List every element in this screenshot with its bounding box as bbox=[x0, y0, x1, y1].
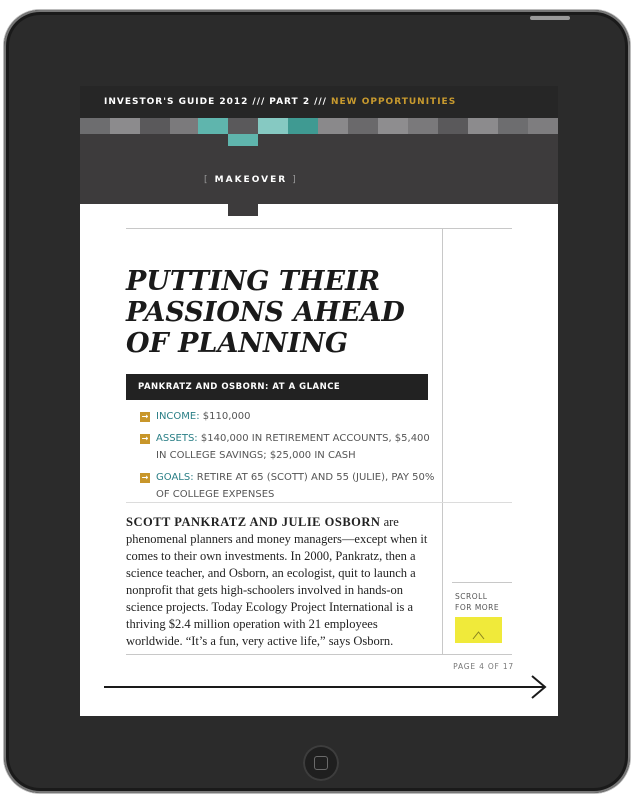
bracket-left: [ bbox=[204, 175, 210, 185]
glance-value: $140,000 IN RETIREMENT ACCOUNTS, $5,400 IN COLLEGE SAVINGS; $25,000 IN CASH bbox=[156, 433, 430, 461]
category-label: MAKEOVER bbox=[214, 175, 288, 185]
pixel-stripe bbox=[80, 118, 558, 134]
home-square-icon bbox=[314, 756, 328, 770]
glance-item-assets bbox=[140, 430, 440, 464]
glance-value: $110,000 bbox=[202, 411, 251, 422]
separator: /// bbox=[252, 97, 266, 107]
headline-line: PUTTING THEIR bbox=[126, 266, 381, 297]
chevron-up-icon bbox=[455, 617, 502, 643]
home-button[interactable] bbox=[303, 745, 339, 781]
scroll-hint bbox=[455, 591, 515, 613]
category-tag bbox=[204, 175, 298, 185]
teal-accent-block bbox=[228, 134, 258, 146]
lead-in: SCOTT PANKRATZ AND JULIE OSBORN bbox=[126, 515, 381, 529]
power-button[interactable] bbox=[530, 16, 570, 20]
section-label: NEW OPPORTUNITIES bbox=[330, 97, 457, 107]
publication-title: INVESTOR'S GUIDE 2012 bbox=[104, 97, 249, 107]
next-page-arrow[interactable] bbox=[104, 674, 548, 700]
page-indicator: PAGE 4 OF 17 bbox=[453, 662, 514, 671]
arrow-right-icon: → bbox=[141, 434, 149, 443]
header-band bbox=[80, 134, 558, 204]
glance-item-goals bbox=[140, 469, 440, 503]
glance-label: GOALS: bbox=[156, 472, 194, 483]
scroll-hint-line: FOR MORE bbox=[455, 603, 500, 612]
divider bbox=[452, 582, 512, 583]
part-label: PART 2 bbox=[269, 97, 311, 107]
glance-item-income bbox=[140, 408, 440, 425]
top-nav-bar bbox=[80, 86, 558, 118]
separator: /// bbox=[314, 97, 327, 107]
scroll-hint-line: SCROLL bbox=[455, 592, 488, 601]
header-tab-notch bbox=[228, 204, 258, 216]
arrow-right-icon: → bbox=[141, 412, 149, 421]
column-divider bbox=[442, 228, 443, 654]
body-text: are phenomenal planners and money managers—except when it comes to their own investments. In 2000, Pankratz, then a science teacher, and Osborn, an ecologist, quit to launch a nonprofit that gets high-schoolers involved in hands-on science projects. Today Ecology Project International is a thriving $2.4 million operation with 21 employees worldwide. “It’s a fun, very active life,” says Osborn. bbox=[126, 515, 428, 648]
glance-value: RETIRE AT 65 (SCOTT) AND 55 (JULIE), PAY 50% OF COLLEGE EXPENSES bbox=[156, 472, 435, 500]
divider bbox=[126, 502, 512, 503]
article-body bbox=[126, 514, 432, 650]
arrow-right-icon: → bbox=[141, 473, 149, 482]
headline-line: OF PLANNING bbox=[126, 328, 349, 359]
divider bbox=[126, 228, 512, 229]
bracket-right: ] bbox=[292, 175, 298, 185]
scroll-for-more-button[interactable] bbox=[455, 617, 502, 643]
headline-line: PASSIONS AHEAD bbox=[126, 297, 405, 328]
divider bbox=[126, 654, 512, 655]
glance-label: INCOME: bbox=[156, 411, 200, 422]
glance-list bbox=[140, 408, 440, 508]
screen bbox=[80, 86, 558, 716]
article-headline bbox=[126, 266, 436, 359]
glance-label: ASSETS: bbox=[156, 433, 198, 444]
glance-title-bar: PANKRATZ AND OSBORN: AT A GLANCE bbox=[126, 374, 428, 400]
